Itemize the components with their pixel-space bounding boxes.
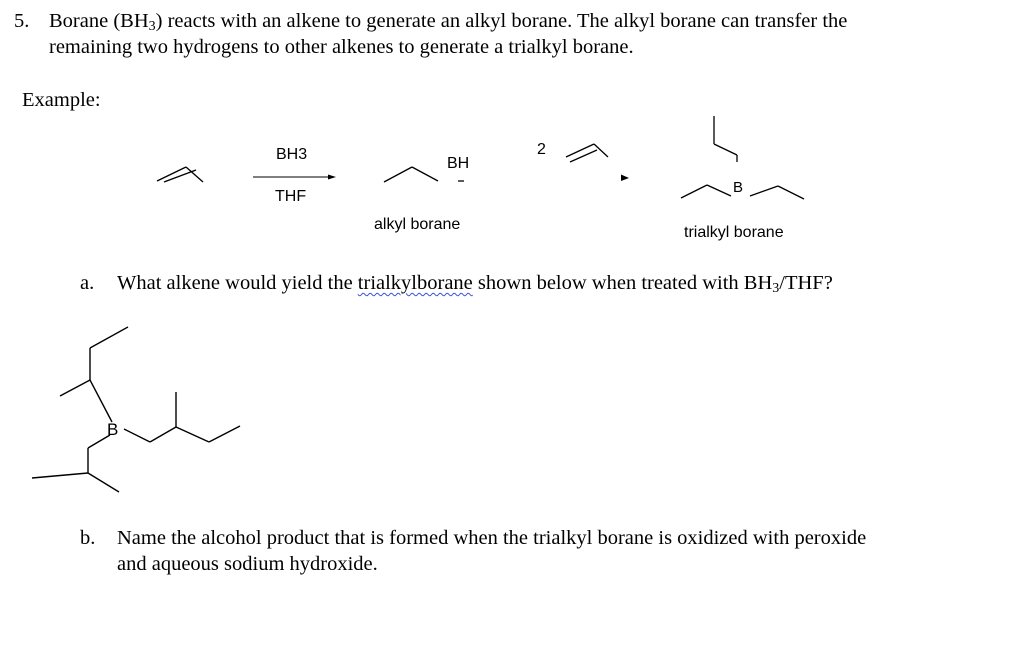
part-b-line2: and aqueous sodium hydroxide. <box>117 553 378 575</box>
alkyl-borane-bh: BH <box>447 155 470 172</box>
part-a-spellcheck-word: trialkylborane <box>357 272 473 294</box>
trialkylborane-structure-a <box>32 327 240 492</box>
part-b-text <box>117 525 1010 577</box>
part-b-line1: Name the alcohol product that is formed when the trialkyl borane is oxidized with peroxide <box>117 527 867 549</box>
part-a-pre: What alkene would yield the <box>117 272 358 294</box>
question-part-b <box>80 525 1010 577</box>
example-label: Example: <box>22 89 101 111</box>
alkyl-borane-label: alkyl borane <box>374 216 461 233</box>
part-a-text <box>117 270 1010 296</box>
q5-line2: remaining two hydrogens to other alkenes to generate a trialkyl borane. <box>49 36 634 58</box>
reagent-thf: THF <box>275 188 307 205</box>
alkene-reactant <box>157 167 203 182</box>
reaction-arrow <box>253 175 336 180</box>
structure-a-boron: B <box>107 420 119 439</box>
alkene-second-equiv <box>566 144 608 162</box>
equivalents-number: 2 <box>537 141 546 158</box>
part-a-post: /THF? <box>779 272 833 294</box>
q5-line1-pre: Borane (BH <box>49 10 149 32</box>
trialkyl-borane-label: trialkyl borane <box>684 224 784 241</box>
reagent-bh3: BH3 <box>276 146 308 163</box>
question-part-a <box>80 270 1010 296</box>
part-b-label: b. <box>80 527 96 549</box>
part-a-label: a. <box>80 272 95 294</box>
part-a-mid: shown below when treated with BH <box>472 272 773 294</box>
question-number: 5. <box>14 10 30 32</box>
part-a-sub: 3 <box>772 281 780 296</box>
arrowhead <box>621 175 629 182</box>
trialkyl-borane-boron: B <box>733 179 744 196</box>
q5-line1-post: ) reacts with an alkene to generate an alkyl borane. The alkyl borane can transfer the <box>155 10 848 32</box>
q5-line1-sub: 3 <box>148 19 156 34</box>
